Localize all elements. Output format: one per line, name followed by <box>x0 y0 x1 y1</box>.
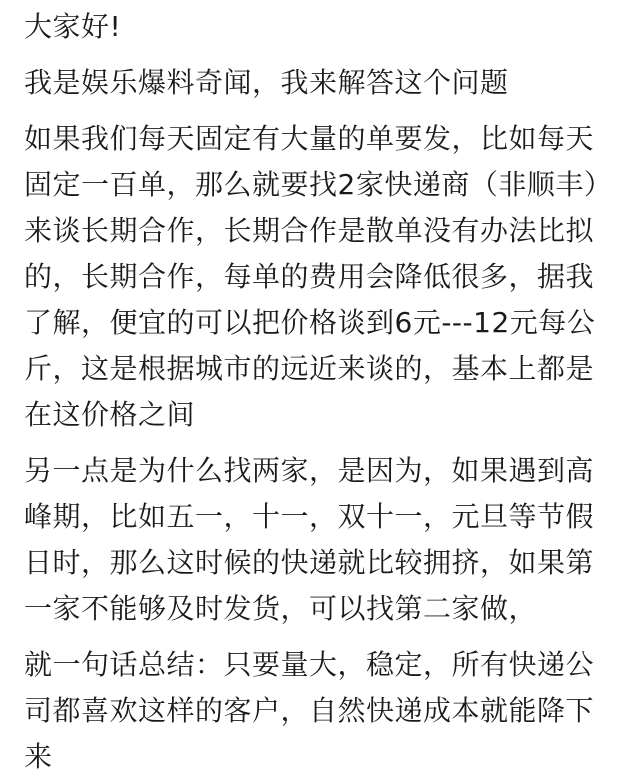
greeting-paragraph: 大家好! <box>24 10 122 43</box>
two-couriers-paragraph: 另一点是为什么找两家，是因为，如果遇到高峰期，比如五一，十一，双十一，元旦等节假日时，那么这时候的快递就比较拥挤，如果第一家不能够及时发货，可以找第二家做， <box>24 454 595 625</box>
long-term-cooperation-paragraph: 如果我们每天固定有大量的单要发，比如每天固定一百单，那么就要找2家快递商（非顺丰）来谈长期合作，长期合作是散单没有办法比拟的，长期合作，每单的费用会降低很多，据我了解，便宜的可以把价格谈到6元---12元每公斤，这是根据城市的远近来谈的，基本上都是在这价格之间 <box>24 122 613 431</box>
summary-paragraph: 就一句话总结：只要量大，稳定，所有快递公司都喜欢这样的客户，自然快递成本就能降下来 <box>24 648 595 773</box>
intro-paragraph: 我是娱乐爆料奇闻，我来解答这个问题 <box>24 66 509 99</box>
